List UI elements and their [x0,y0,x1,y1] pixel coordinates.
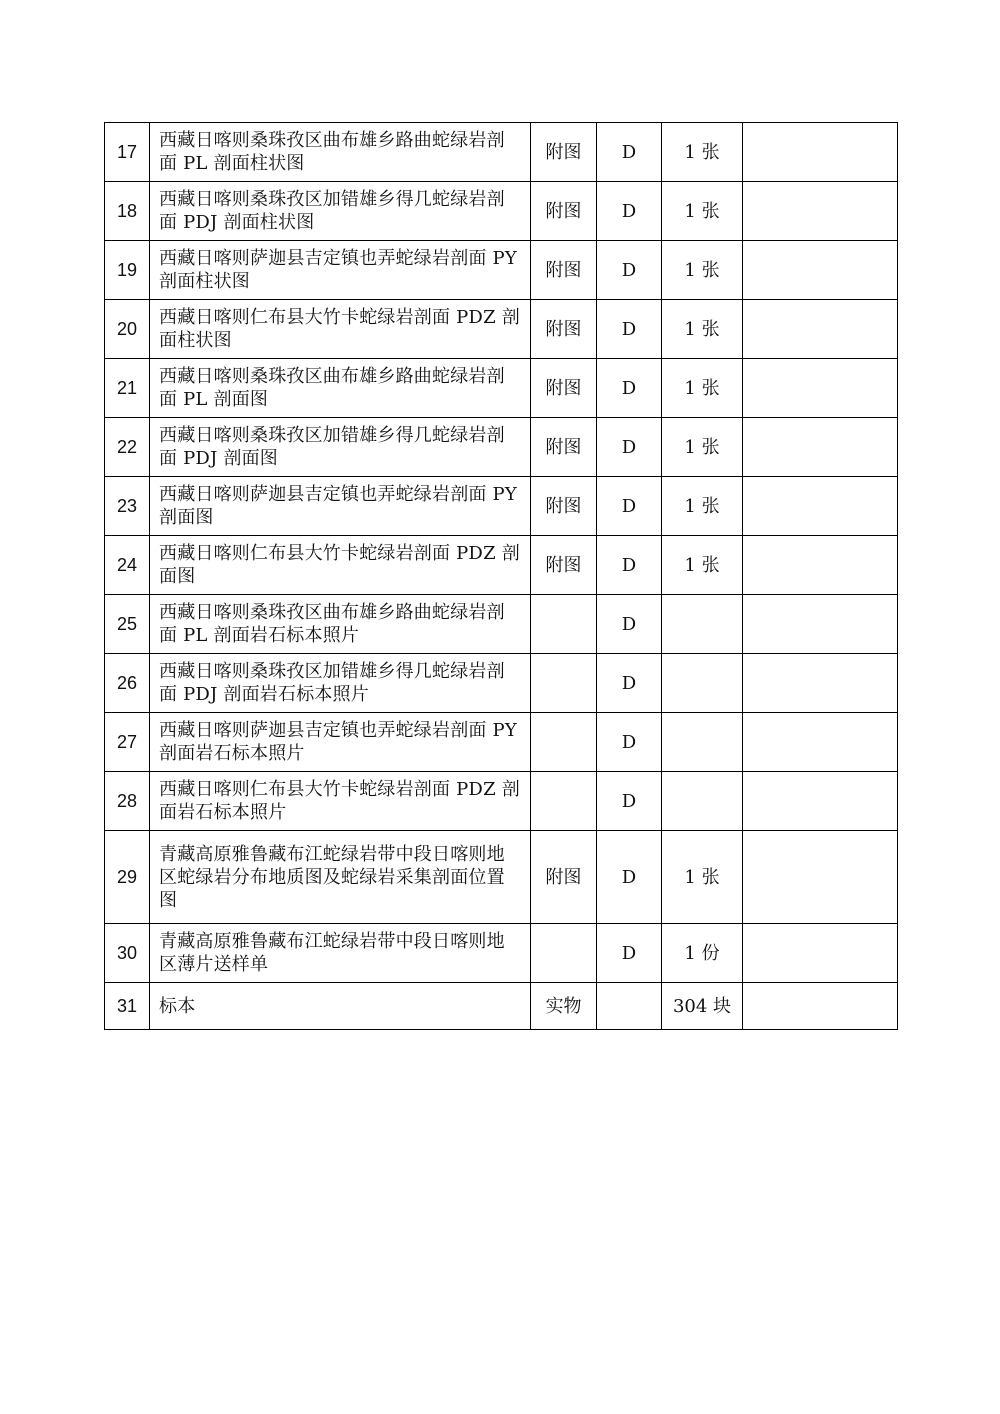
table-row [105,477,898,536]
item-class: D [597,418,662,477]
item-quantity: 1 张 [662,477,743,536]
item-quantity [662,595,743,654]
item-quantity [662,772,743,831]
item-class: D [597,300,662,359]
item-class: D [597,182,662,241]
item-type: 附图 [531,359,597,418]
item-type [531,595,597,654]
table-row [105,536,898,595]
item-type: 附图 [531,418,597,477]
item-name: 西藏日喀则桑珠孜区加错雄乡得几蛇绿岩剖面 PDJ 剖面岩石标本照片 [150,654,531,713]
item-class: D [597,831,662,924]
row-number: 27 [105,713,150,772]
item-type [531,713,597,772]
table-row [105,713,898,772]
item-name: 西藏日喀则桑珠孜区曲布雄乡路曲蛇绿岩剖面 PL 剖面图 [150,359,531,418]
item-quantity [662,713,743,772]
item-class: D [597,924,662,983]
item-note [743,713,898,772]
row-number: 29 [105,831,150,924]
table-row [105,772,898,831]
table-row [105,300,898,359]
item-class: D [597,359,662,418]
item-type: 附图 [531,241,597,300]
table-row [105,359,898,418]
row-number: 22 [105,418,150,477]
row-number: 30 [105,924,150,983]
item-note [743,654,898,713]
item-name: 标本 [150,983,531,1030]
row-number: 19 [105,241,150,300]
table-row [105,418,898,477]
item-note [743,241,898,300]
row-number: 24 [105,536,150,595]
item-name: 西藏日喀则桑珠孜区曲布雄乡路曲蛇绿岩剖面 PL 剖面岩石标本照片 [150,595,531,654]
item-name: 西藏日喀则桑珠孜区加错雄乡得几蛇绿岩剖面 PDJ 剖面图 [150,418,531,477]
item-type: 附图 [531,300,597,359]
item-note [743,595,898,654]
item-quantity: 1 份 [662,924,743,983]
item-note [743,536,898,595]
item-class: D [597,241,662,300]
item-name: 西藏日喀则桑珠孜区加错雄乡得几蛇绿岩剖面 PDJ 剖面柱状图 [150,182,531,241]
item-note [743,300,898,359]
row-number: 17 [105,123,150,182]
table-row [105,983,898,1030]
item-type [531,924,597,983]
row-number: 20 [105,300,150,359]
row-number: 26 [105,654,150,713]
item-name: 西藏日喀则仁布县大竹卡蛇绿岩剖面 PDZ 剖面柱状图 [150,300,531,359]
table-row [105,123,898,182]
item-quantity: 1 张 [662,241,743,300]
item-name: 西藏日喀则桑珠孜区曲布雄乡路曲蛇绿岩剖面 PL 剖面柱状图 [150,123,531,182]
item-quantity: 1 张 [662,182,743,241]
item-type: 附图 [531,831,597,924]
item-name: 西藏日喀则萨迦县吉定镇也弄蛇绿岩剖面 PY 剖面柱状图 [150,241,531,300]
table-row [105,924,898,983]
row-number: 18 [105,182,150,241]
row-number: 31 [105,983,150,1030]
item-note [743,477,898,536]
item-name: 西藏日喀则萨迦县吉定镇也弄蛇绿岩剖面 PY 剖面岩石标本照片 [150,713,531,772]
item-class: D [597,713,662,772]
item-name: 青藏高原雅鲁藏布江蛇绿岩带中段日喀则地区薄片送样单 [150,924,531,983]
item-name: 西藏日喀则仁布县大竹卡蛇绿岩剖面 PDZ 剖面岩石标本照片 [150,772,531,831]
item-type: 实物 [531,983,597,1030]
item-type: 附图 [531,182,597,241]
item-quantity [662,654,743,713]
item-type: 附图 [531,536,597,595]
row-number: 25 [105,595,150,654]
item-note [743,772,898,831]
table-row [105,595,898,654]
item-name: 西藏日喀则萨迦县吉定镇也弄蛇绿岩剖面 PY 剖面图 [150,477,531,536]
item-type [531,654,597,713]
item-class: D [597,536,662,595]
item-class [597,983,662,1030]
item-quantity: 304 块 [662,983,743,1030]
item-quantity: 1 张 [662,300,743,359]
item-class: D [597,123,662,182]
item-note [743,983,898,1030]
row-number: 28 [105,772,150,831]
item-class: D [597,654,662,713]
item-note [743,418,898,477]
item-quantity: 1 张 [662,123,743,182]
item-type: 附图 [531,123,597,182]
table-row [105,182,898,241]
item-quantity: 1 张 [662,831,743,924]
item-type [531,772,597,831]
row-number: 23 [105,477,150,536]
item-quantity: 1 张 [662,418,743,477]
table-body [105,123,898,1030]
item-name: 西藏日喀则仁布县大竹卡蛇绿岩剖面 PDZ 剖面图 [150,536,531,595]
item-note [743,831,898,924]
item-class: D [597,772,662,831]
table-row [105,831,898,924]
item-quantity: 1 张 [662,359,743,418]
table-row [105,241,898,300]
item-note [743,924,898,983]
table-row [105,654,898,713]
item-note [743,123,898,182]
item-quantity: 1 张 [662,536,743,595]
item-name: 青藏高原雅鲁藏布江蛇绿岩带中段日喀则地区蛇绿岩分布地质图及蛇绿岩采集剖面位置图 [150,831,531,924]
item-class: D [597,595,662,654]
row-number: 21 [105,359,150,418]
item-type: 附图 [531,477,597,536]
deliverables-table [104,122,898,1030]
item-note [743,182,898,241]
item-class: D [597,477,662,536]
item-note [743,359,898,418]
